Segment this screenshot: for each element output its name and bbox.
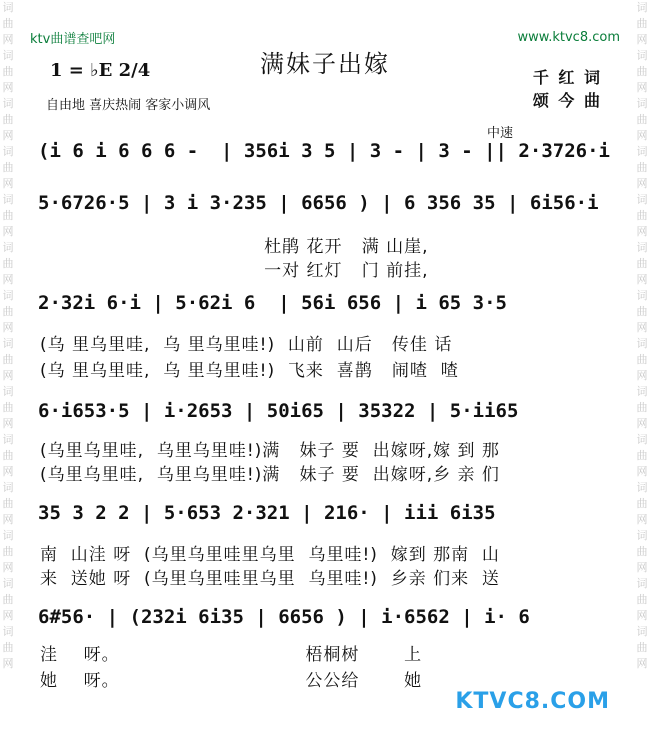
notation-row-5: 35 3 2 2 | 5·653 2·321 | 216· | iii 6i35 <box>38 502 496 524</box>
key-signature: 1 = ♭E 2/4 <box>50 60 151 81</box>
site-url[interactable]: www.ktvc8.com <box>517 30 620 45</box>
side-watermark-right: 词曲网词曲网词曲网词曲网词曲网词曲网词曲网词曲网词曲网词曲网词曲网词曲网词曲网词曲网 <box>636 1 648 670</box>
notation-row-4: 6·i653·5 | i·2653 | 50i65 | 35322 | 5·ii65 <box>38 400 519 422</box>
tempo-mark: 中速 <box>487 126 514 141</box>
notation-row-1: (i 6 i 6 6 6 - | 356i 3 5 | 3 - | 3 - || 2·3726·i <box>38 140 610 162</box>
notation-row-6: 6#56· | (232i 6i35 | 6656 ) | i·6562 | i· 6 <box>38 606 530 628</box>
lyric-row-2-verse-1: 杜鹃 花开 满 山崖, <box>40 237 429 257</box>
lyric-row-5-verse-2: 来 送她 呀 (乌里乌里哇里乌里 乌里哇!) 乡亲 们来 送 <box>40 569 500 589</box>
notation-row-3: 2·32i 6·i | 5·62i 6 | 56i 656 | i 65 3·5 <box>38 292 507 314</box>
site-name[interactable]: ktv曲谱查吧网 <box>30 32 116 47</box>
lyric-row-3-verse-2: (乌 里乌里哇, 乌 里乌里哇!) 飞来 喜鹊 闹喳 喳 <box>40 361 459 381</box>
side-watermark-left: 词曲网词曲网词曲网词曲网词曲网词曲网词曲网词曲网词曲网词曲网词曲网词曲网词曲网词曲网 <box>2 1 14 670</box>
lyricist: 千 红 词 <box>532 68 602 87</box>
composer: 颂 今 曲 <box>532 91 602 110</box>
lyric-row-4-verse-1: (乌里乌里哇, 乌里乌里哇!)满 妹子 要 出嫁呀,嫁 到 那 <box>40 441 500 461</box>
lyric-row-2-verse-2: 一对 红灯 门 前挂, <box>40 261 429 281</box>
notation-row-2: 5·6726·5 | 3 i 3·235 | 6656 ) | 6 356 35 | 6i56·i <box>38 192 599 214</box>
lyric-row-6-verse-1: 洼 呀。 梧桐树 上 <box>40 645 423 665</box>
lyric-row-6-verse-2: 她 呀。 公公给 她 <box>40 671 423 691</box>
lyric-row-4-verse-2: (乌里乌里哇, 乌里乌里哇!)满 妹子 要 出嫁呀,乡 亲 们 <box>40 465 500 485</box>
credits <box>533 66 602 112</box>
lyric-row-3-verse-1: (乌 里乌里哇, 乌 里乌里哇!) 山前 山后 传佳 话 <box>40 335 453 355</box>
lyric-row-5-verse-1: 南 山洼 呀 (乌里乌里哇里乌里 乌里哇!) 嫁到 那南 山 <box>40 545 500 565</box>
song-title: 满妹子出嫁 <box>260 50 390 78</box>
brand-watermark: KTVC8.COM <box>455 689 610 714</box>
style-note: 自由地 喜庆热闹 客家小调风 <box>46 98 211 113</box>
